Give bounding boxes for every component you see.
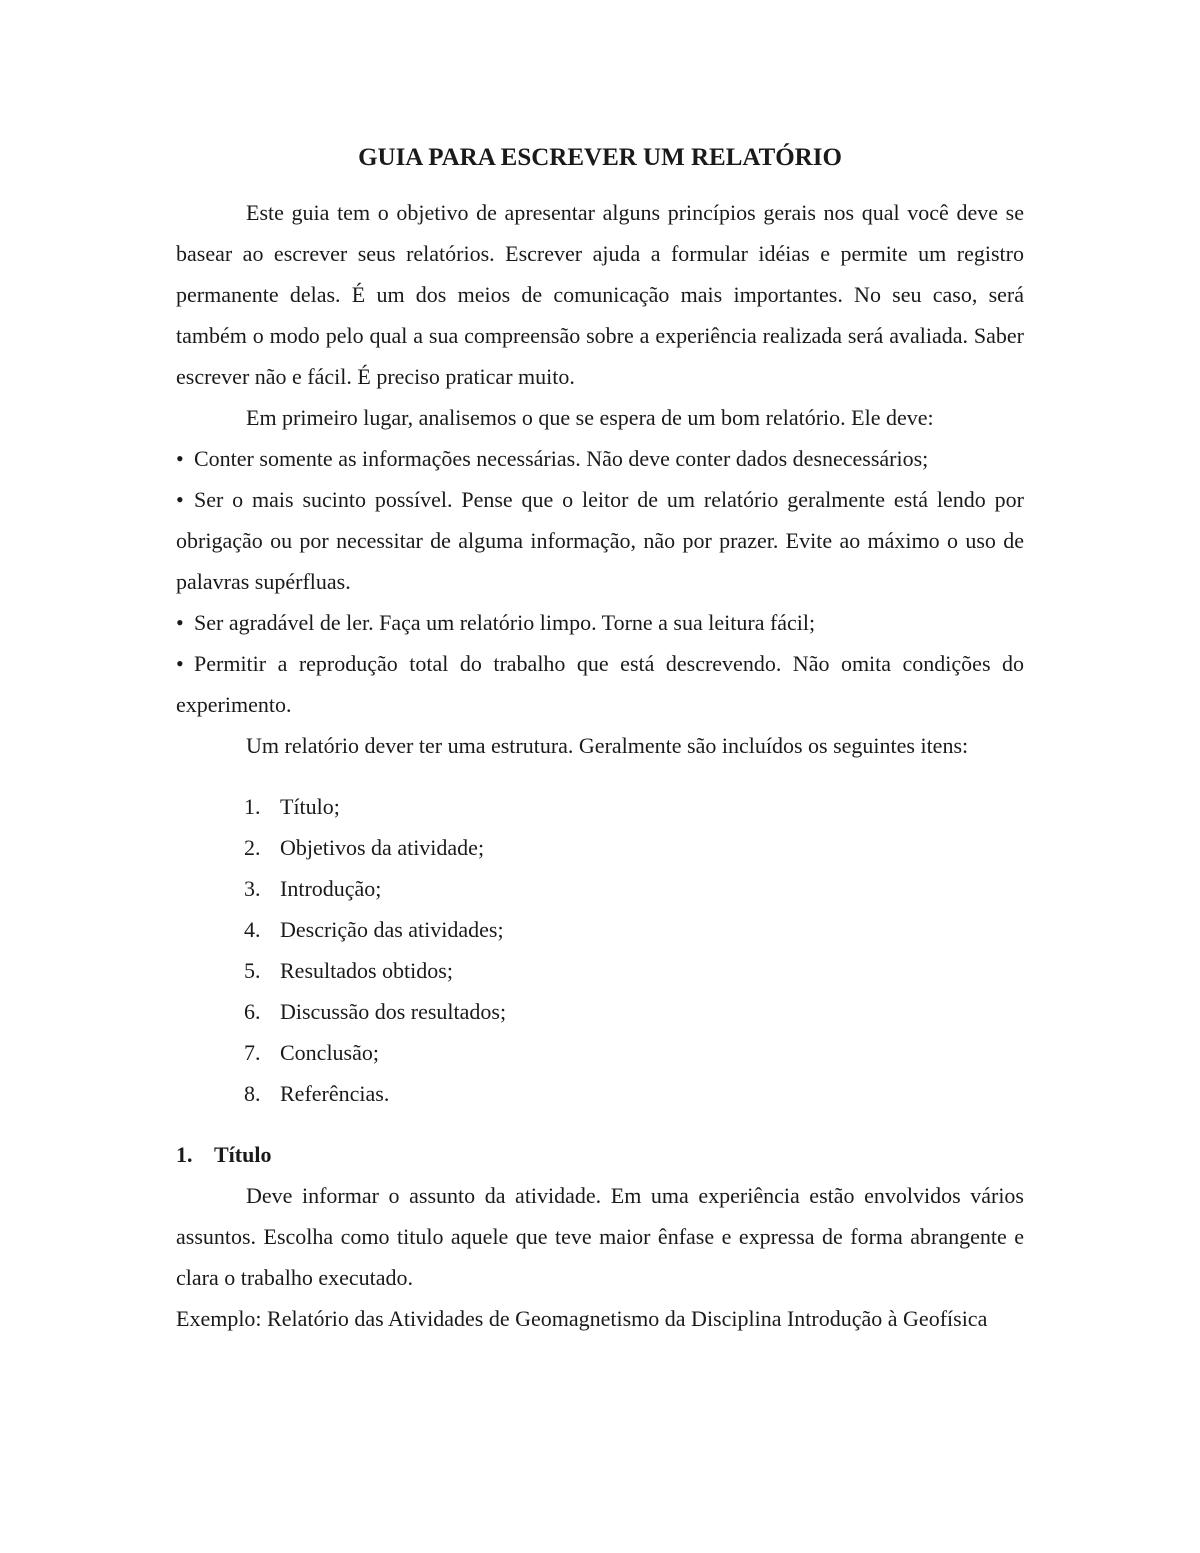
expectation-paragraph: Em primeiro lugar, analisemos o que se espera de um bom relatório. Ele deve: bbox=[246, 405, 934, 430]
structure-list bbox=[176, 786, 1024, 1114]
list-item bbox=[244, 950, 1024, 991]
list-item bbox=[244, 909, 1024, 950]
list-item-text: Descrição das atividades; bbox=[280, 917, 504, 942]
structure-paragraph: Um relatório dever ter uma estrutura. Geralmente são incluídos os seguintes itens: bbox=[246, 733, 969, 758]
list-item-text: Discussão dos resultados; bbox=[280, 999, 507, 1024]
section-heading bbox=[176, 1134, 1024, 1175]
bullet-text: Ser agradável de ler. Faça um relatório limpo. Torne a sua leitura fácil; bbox=[194, 610, 816, 635]
list-item-number: 7. bbox=[244, 1040, 261, 1065]
list-item-text: Conclusão; bbox=[280, 1040, 379, 1065]
list-item bbox=[244, 827, 1024, 868]
list-item-text: Resultados obtidos; bbox=[280, 958, 453, 983]
requirements-list bbox=[176, 438, 1024, 725]
list-item-text: Título; bbox=[280, 794, 340, 819]
document-body bbox=[176, 138, 1024, 1339]
bullet-icon: • bbox=[176, 610, 184, 635]
bullet-item bbox=[176, 643, 1024, 725]
bullet-icon: • bbox=[176, 446, 184, 471]
section-heading-number: 1. bbox=[176, 1142, 193, 1167]
document-title: GUIA PARA ESCREVER UM RELATÓRIO bbox=[358, 144, 842, 171]
list-item-text: Referências. bbox=[280, 1081, 390, 1106]
section-heading-text: Título bbox=[214, 1142, 272, 1167]
list-item-number: 2. bbox=[244, 835, 261, 860]
list-item-number: 4. bbox=[244, 917, 261, 942]
list-item-number: 5. bbox=[244, 958, 261, 983]
bullet-text: Conter somente as informações necessárias. Não deve conter dados desnecessários; bbox=[194, 446, 929, 471]
list-item bbox=[244, 786, 1024, 827]
bullet-text: Ser o mais sucinto possível. Pense que o leitor de um relatório geralmente está lendo por obrigação ou por necessitar de alguma informação, não por prazer. Evite ao máximo o uso de palavras supérfluas. bbox=[176, 487, 1024, 594]
list-item-text: Introdução; bbox=[280, 876, 382, 901]
intro-paragraph: Este guia tem o objetivo de apresentar alguns princípios gerais nos qual você deve se basear ao escrever seus relatórios. Escrever ajuda a formular idéias e permite um registro permanente delas. É um dos meios de comunicação mais importantes. No seu caso, será também o modo pelo qual a sua compreensão sobre a experiência realizada será avaliada. Saber escrever não e fácil. É preciso praticar muito. bbox=[176, 200, 1024, 389]
section-example: Exemplo: Relatório das Atividades de Geomagnetismo da Disciplina Introdução à Geofísica bbox=[176, 1306, 988, 1331]
list-item-number: 8. bbox=[244, 1081, 261, 1106]
bullet-icon: • bbox=[176, 651, 184, 676]
bullet-item bbox=[176, 438, 1024, 479]
list-item-text: Objetivos da atividade; bbox=[280, 835, 485, 860]
list-item bbox=[244, 1073, 1024, 1114]
bullet-item bbox=[176, 479, 1024, 602]
list-item bbox=[244, 868, 1024, 909]
bullet-text: Permitir a reprodução total do trabalho que está descrevendo. Não omita condições do experimento. bbox=[176, 651, 1024, 717]
list-item-number: 3. bbox=[244, 876, 261, 901]
section-paragraph: Deve informar o assunto da atividade. Em uma experiência estão envolvidos vários assuntos. Escolha como titulo aquele que teve maior ênfase e expressa de forma abrangente e clara o trabalho executado. bbox=[176, 1183, 1024, 1290]
list-item-number: 1. bbox=[244, 794, 261, 819]
list-item bbox=[244, 1032, 1024, 1073]
list-item bbox=[244, 991, 1024, 1032]
bullet-icon: • bbox=[176, 487, 184, 512]
list-item-number: 6. bbox=[244, 999, 261, 1024]
bullet-item bbox=[176, 602, 1024, 643]
